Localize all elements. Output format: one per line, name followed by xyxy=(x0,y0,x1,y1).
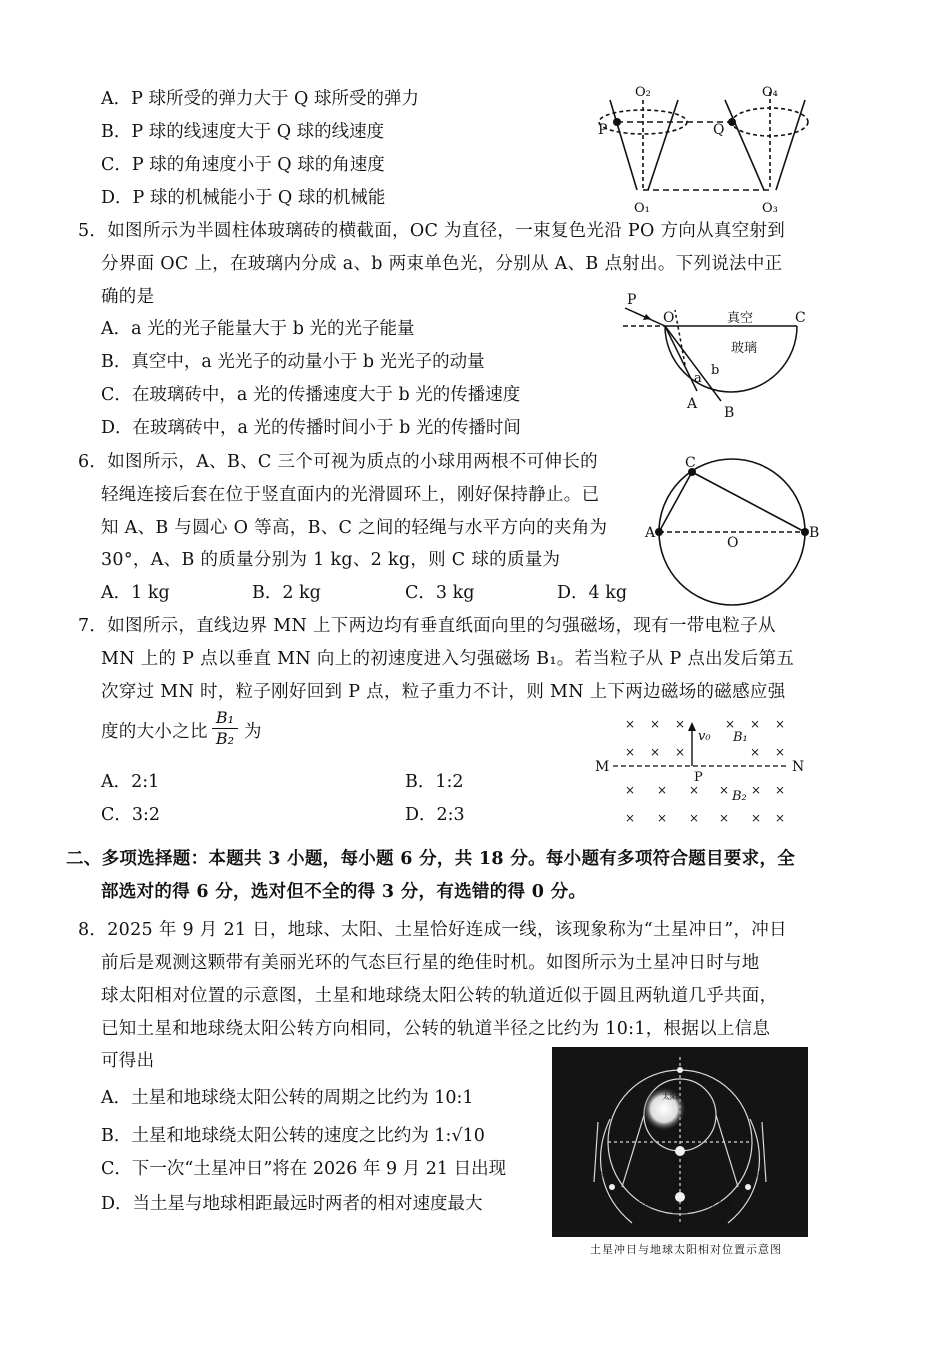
label-b-ray: b xyxy=(711,363,720,378)
q8-option-c: C．下一次“土星冲日”将在 2026 年 9 月 21 日出现 xyxy=(101,1159,507,1179)
label-n: N xyxy=(792,759,805,775)
label-p: P xyxy=(694,770,703,785)
label-saturn: 土星 xyxy=(672,1206,688,1215)
field-cross: × xyxy=(775,717,786,731)
q7-option-c: C．3:2 xyxy=(101,805,161,825)
earth-icon xyxy=(675,1146,685,1156)
label-opp: 冲 xyxy=(676,1224,684,1233)
q5-stem-line-1: 5．如图所示为半圆柱体玻璃砖的横截面，OC 为直径，一束复色光沿 PO 方向从真空射到 xyxy=(78,221,786,241)
label-c: C xyxy=(795,310,806,326)
label-b: B xyxy=(809,525,820,541)
q6-stem-line-3: 知 A、B 与圆心 O 等高，B、C 之间的轻绳与水平方向的夹角为 xyxy=(101,518,608,538)
field-cross: × xyxy=(719,783,730,797)
label-o2: O₂ xyxy=(635,85,651,100)
q6-ring-figure xyxy=(645,455,820,625)
label-o4: O₄ xyxy=(762,85,778,100)
q5-stem-line-3: 确的是 xyxy=(101,287,155,307)
q4-option-b: B．P 球的线速度大于 Q 球的线速度 xyxy=(101,122,385,142)
saturn-opposition-figure xyxy=(552,1047,808,1237)
field-cross: × xyxy=(625,717,636,731)
label-a: A xyxy=(645,525,656,541)
field-cross: × xyxy=(689,783,700,797)
field-cross: × xyxy=(657,811,668,825)
label-c: C xyxy=(685,455,696,471)
label-glass: 玻璃 xyxy=(731,341,758,356)
q8-stem-line-2: 前后是观测这颗带有美丽光环的气态巨行星的绝佳时机。如图所示为土星冲日时与地 xyxy=(101,953,760,973)
q4-option-c: C．P 球的角速度小于 Q 球的角速度 xyxy=(101,155,385,175)
label-point-b: B xyxy=(724,405,735,421)
q7-ratio-numerator: B₁ xyxy=(215,708,235,727)
q6-option-b: B．2 kg xyxy=(252,583,321,603)
field-cross: × xyxy=(625,745,636,759)
field-cross: × xyxy=(650,745,661,759)
field-cross: × xyxy=(751,783,762,797)
q6-stem-line-4: 30°，A、B 的质量分别为 1 kg、2 kg，则 C 球的质量为 xyxy=(101,550,561,570)
q7-stem-line-1: 7．如图所示，直线边界 MN 上下两边均有垂直纸面向里的匀强磁场，现有一带电粒子从 xyxy=(78,616,776,636)
field-cross: × xyxy=(751,811,762,825)
label-sun: 太阳 xyxy=(662,1092,678,1101)
q7-stem-line-3: 次穿过 MN 时，粒子刚好回到 P 点，粒子重力不计，则 MN 上下两边磁场的磁感应强 xyxy=(101,682,786,702)
q5-option-b: B．真空中，a 光光子的动量小于 b 光光子的动量 xyxy=(101,352,485,372)
label-v0: v₀ xyxy=(698,729,711,744)
q7-ratio-prefix: 度的大小之比 xyxy=(101,722,208,742)
q6-stem-line-1: 6．如图所示，A、B、C 三个可视为质点的小球用两根不可伸长的 xyxy=(78,452,598,472)
label-o1: O₁ xyxy=(634,201,650,216)
q8-option-a: A．土星和地球绕太阳公转的周期之比约为 10:1 xyxy=(101,1088,474,1108)
label-p: P xyxy=(627,292,637,308)
label-conj-right: 合 xyxy=(756,1170,764,1179)
label-b1: B₁ xyxy=(733,730,748,745)
q6-option-c: C．3 kg xyxy=(405,583,475,603)
q4-option-a: A．P 球所受的弹力大于 Q 球所受的弹力 xyxy=(101,89,419,109)
field-cross: × xyxy=(750,745,761,759)
field-cross: × xyxy=(625,783,636,797)
label-o: O xyxy=(663,310,675,326)
label-o: O xyxy=(727,535,739,551)
q6-option-a: A．1 kg xyxy=(101,583,170,603)
section-2-header-line-2: 部选对的得 6 分，选对但不全的得 3 分，有选错的得 0 分。 xyxy=(101,882,587,902)
label-vacuum: 真空 xyxy=(727,311,754,326)
field-cross: × xyxy=(750,717,761,731)
q7-ratio-fraction xyxy=(212,708,238,749)
q5-option-d: D．在玻璃砖中，a 光的传播时间小于 b 光的传播时间 xyxy=(101,418,521,438)
figure-caption: 土星冲日与地球太阳相对位置示意图 xyxy=(590,1243,782,1256)
label-b2: B₂ xyxy=(732,789,747,804)
label-p: P xyxy=(598,122,608,138)
q8-stem-line-3: 球太阳相对位置的示意图，土星和地球绕太阳公转的轨道近似于圆且两轨道几乎共面， xyxy=(101,986,778,1006)
field-cross: × xyxy=(650,717,661,731)
q7-option-d: D．2:3 xyxy=(405,805,465,825)
q7-ratio-suffix: 为 xyxy=(244,722,262,742)
field-cross: × xyxy=(775,783,786,797)
q5-stem-line-2: 分界面 OC 上，在玻璃内分成 a、b 两束单色光，分别从 A、B 点射出。下列说法中正 xyxy=(101,254,783,274)
field-cross: × xyxy=(675,745,686,759)
q6-stem-line-2: 轻绳连接后套在位于竖直面内的光滑圆环上，刚好保持静止。已 xyxy=(101,485,600,505)
q7-ratio-denominator: B₂ xyxy=(215,729,235,748)
label-west: 西方照 xyxy=(628,1200,652,1209)
label-q: Q xyxy=(713,122,725,138)
orbit-diagram xyxy=(552,1047,808,1237)
q5-option-c: C．在玻璃砖中，a 光的传播速度大于 b 光的传播速度 xyxy=(101,385,521,405)
q6-option-d: D．4 kg xyxy=(557,583,628,603)
label-m: M xyxy=(595,759,610,775)
label-east: 东方照 xyxy=(708,1200,732,1209)
saturn-icon xyxy=(675,1192,685,1202)
field-cross: × xyxy=(675,717,686,731)
label-conj-left: 合 xyxy=(596,1170,604,1179)
q8-option-d: D．当土星与地球相距最远时两者的相对速度最大 xyxy=(101,1194,483,1214)
q7-option-a: A．2:1 xyxy=(101,772,160,792)
label-earth: 地球 xyxy=(672,1157,688,1166)
section-2-header-line-1: 二、多项选择题：本题共 3 小题，每小题 6 分，共 18 分。每小题有多项符合题目要求，全 xyxy=(66,849,796,869)
q7-field-figure xyxy=(595,712,810,830)
q4-cones-figure xyxy=(590,80,820,220)
field-cross: × xyxy=(689,811,700,825)
field-cross: × xyxy=(657,783,668,797)
field-cross: × xyxy=(625,811,636,825)
q7-stem-line-2: MN 上的 P 点以垂直 MN 向上的初速度进入匀强磁场 B₁。若当粒子从 P 点出发后第五 xyxy=(101,649,795,669)
field-cross: × xyxy=(775,745,786,759)
q8-stem-line-1: 8．2025 年 9 月 21 日，地球、太阳、土星恰好连成一线，该现象称为“土星冲日”，冲日 xyxy=(78,920,787,940)
label-point-a: A xyxy=(687,396,698,412)
q8-option-b: B．土星和地球绕太阳公转的速度之比约为 1:√10 xyxy=(101,1126,485,1146)
label-o3: O₃ xyxy=(762,201,778,216)
q7-option-b: B．1:2 xyxy=(405,772,464,792)
q8-stem-line-5: 可得出 xyxy=(101,1051,155,1071)
q5-option-a: A．a 光的光子能量大于 b 光的光子能量 xyxy=(101,319,415,339)
field-cross: × xyxy=(775,811,786,825)
label-a-ray: a xyxy=(694,371,702,386)
q5-glass-figure xyxy=(615,290,815,425)
field-cross: × xyxy=(725,717,736,731)
field-cross: × xyxy=(719,811,730,825)
q4-option-d: D．P 球的机械能小于 Q 球的机械能 xyxy=(101,188,386,208)
q8-stem-line-4: 已知土星和地球绕太阳公转方向相同，公转的轨道半径之比约为 10:1，根据以上信息 xyxy=(101,1019,771,1039)
